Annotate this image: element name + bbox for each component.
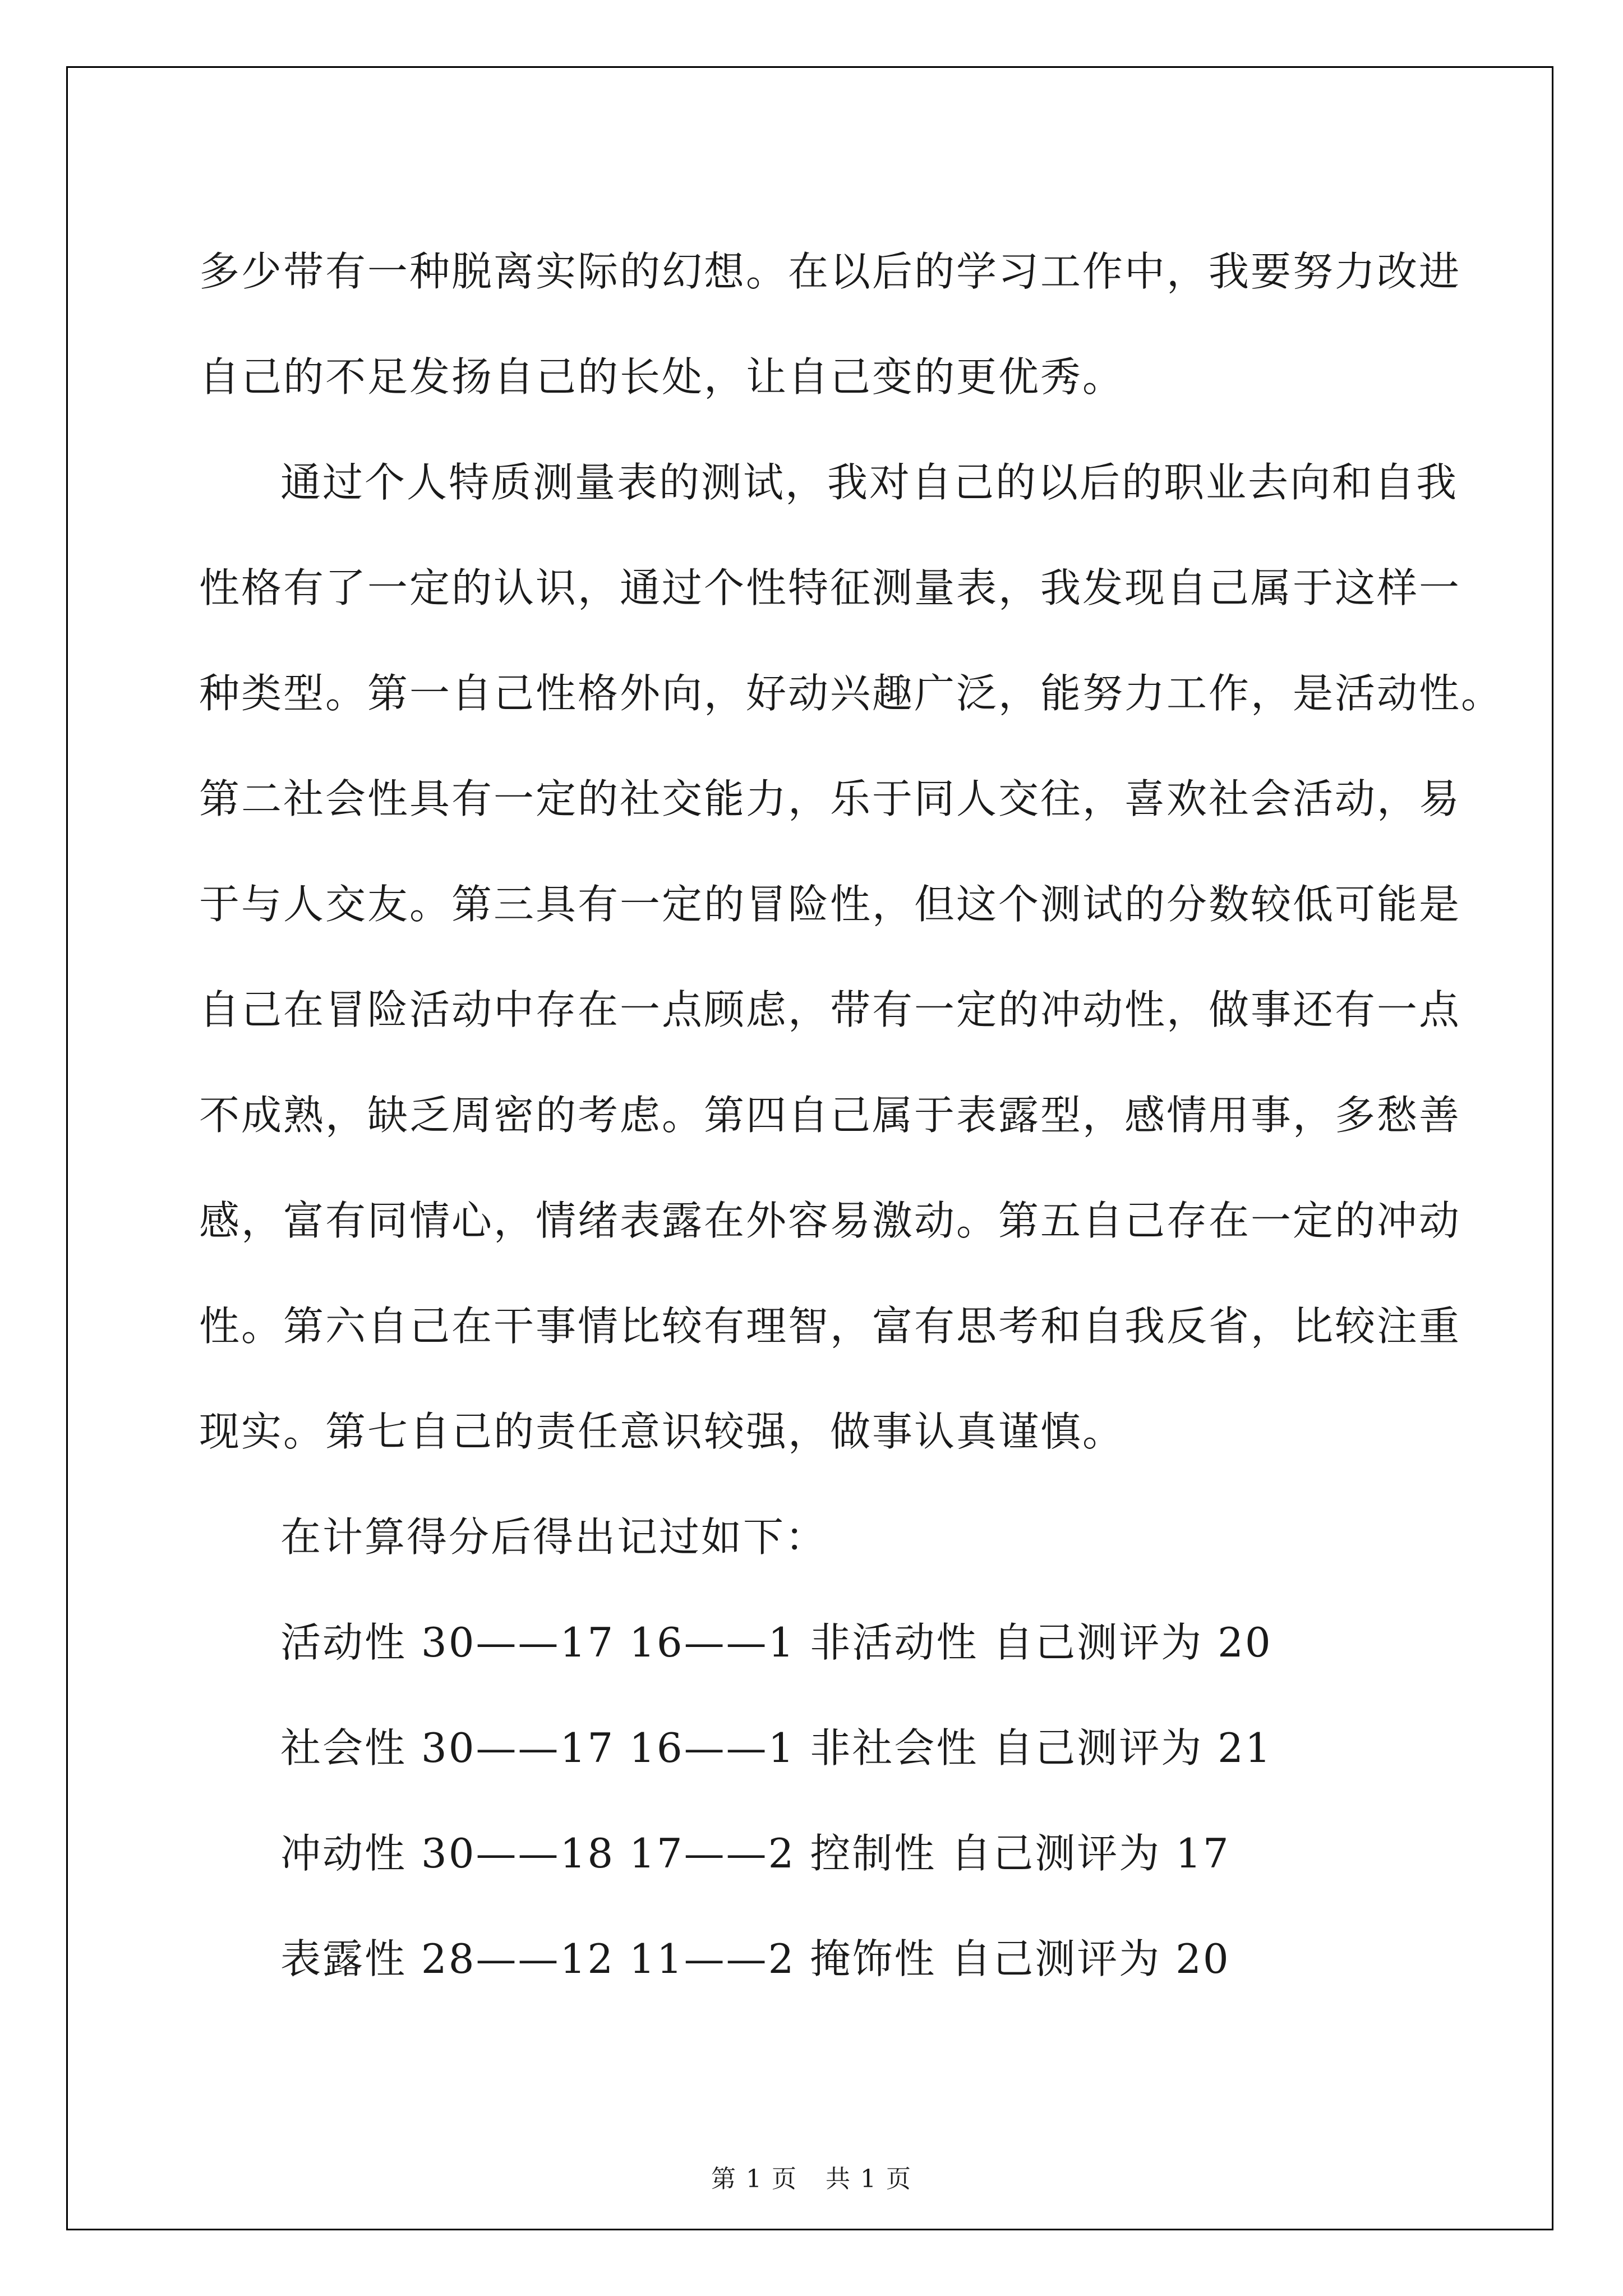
text-line: 现实。第七自己的责任意识较强，做事认真谨慎。 xyxy=(199,1408,1125,1455)
text-line: 于与人交友。第三具有一定的冒险性，但这个测试的分数较低可能是 xyxy=(199,881,1461,928)
score-line-activity: 活动性 30——17 16——1 非活动性 自己测评为 20 xyxy=(280,1619,1272,1666)
text-line: 性。第六自己在干事情比较有理智，富有思考和自我反省，比较注重 xyxy=(199,1303,1461,1350)
score-line-impulsivity: 冲动性 30——18 17——2 控制性 自己测评为 17 xyxy=(280,1830,1230,1877)
score-line-expressiveness: 表露性 28——12 11——2 掩饰性 自己测评为 20 xyxy=(280,1935,1230,1982)
paragraph-start-line: 在计算得分后得出记过如下： xyxy=(280,1513,828,1561)
score-line-sociality: 社会性 30——17 16——1 非社会性 自己测评为 21 xyxy=(280,1724,1272,1772)
text-line: 种类型。第一自己性格外向，好动兴趣广泛，能努力工作，是活动性。 xyxy=(199,670,1504,717)
document-body xyxy=(199,219,1504,2012)
page-footer xyxy=(0,2162,1623,2196)
text-line: 不成熟，缺乏周密的考虑。第四自己属于表露型，感情用事，多愁善 xyxy=(199,1092,1461,1139)
paragraph-start-line: 通过个人特质测量表的测试，我对自己的以后的职业去向和自我 xyxy=(280,459,1459,506)
page-number: 第 1 页 xyxy=(711,2165,797,2193)
text-line: 自己在冒险活动中存在一点顾虑，带有一定的冲动性，做事还有一点 xyxy=(199,986,1461,1033)
text-line: 自己的不足发扬自己的长处，让自己变的更优秀。 xyxy=(199,353,1125,401)
page-total: 共 1 页 xyxy=(826,2165,912,2193)
text-line: 第二社会性具有一定的社交能力，乐于同人交往，喜欢社会活动，易 xyxy=(199,775,1461,822)
text-line: 多少带有一种脱离实际的幻想。在以后的学习工作中，我要努力改进 xyxy=(199,248,1461,295)
text-line: 性格有了一定的认识，通过个性特征测量表，我发现自己属于这样一 xyxy=(199,564,1461,611)
text-line: 感，富有同情心，情绪表露在外容易激动。第五自己存在一定的冲动 xyxy=(199,1197,1461,1244)
